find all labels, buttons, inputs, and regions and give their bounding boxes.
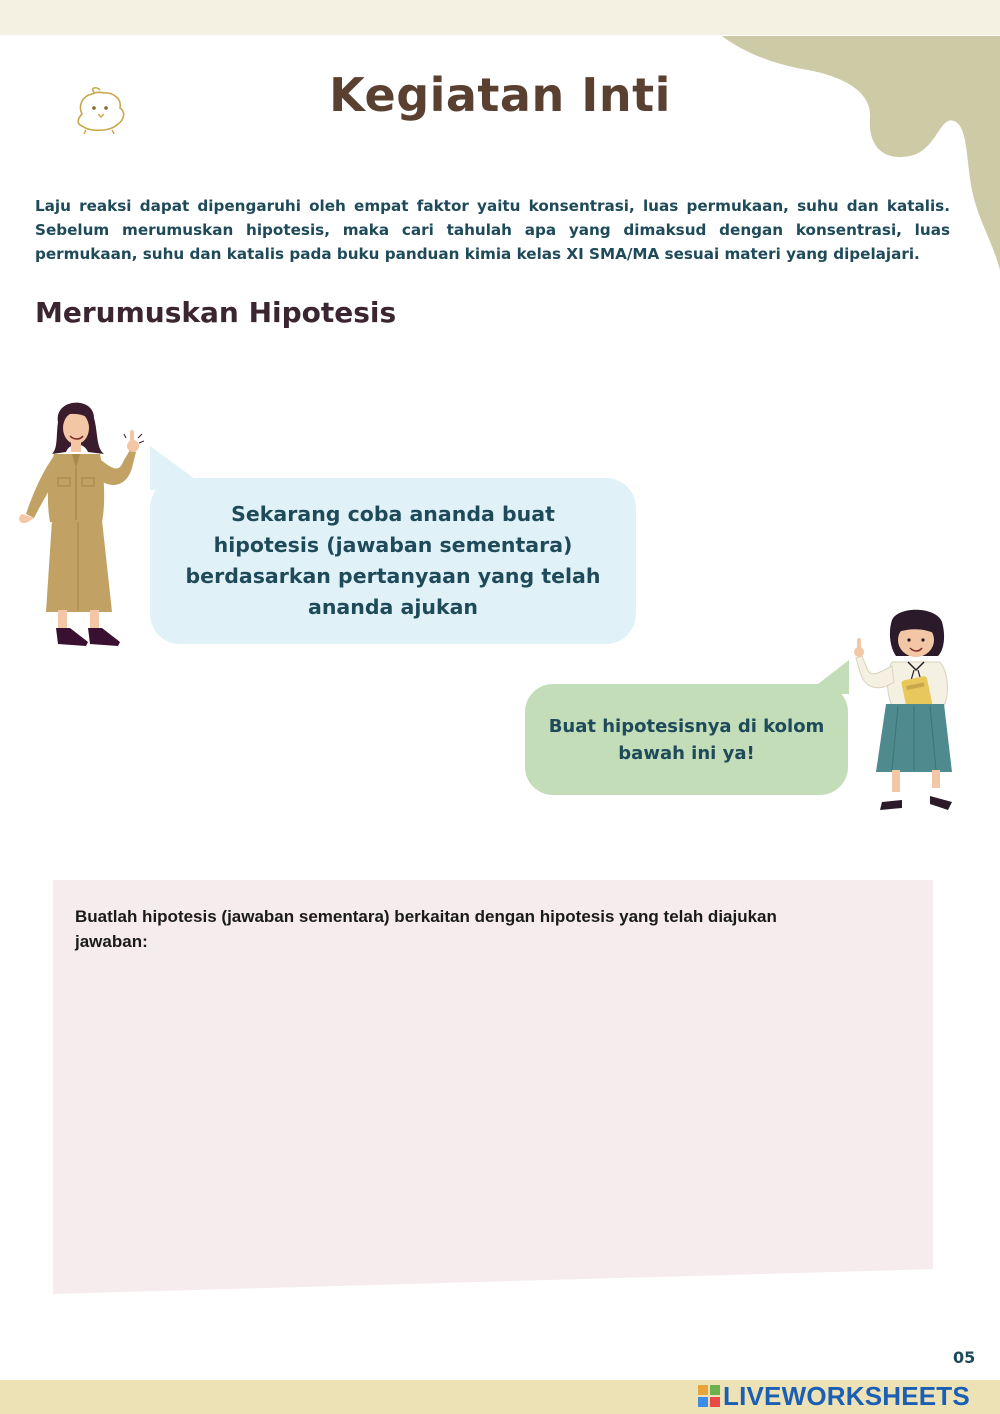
- teacher-speech-bubble: Sekarang coba ananda buat hipotesis (jawaban sementara) berdasarkan pertanyaan yang telah ananda ajukan: [150, 478, 636, 644]
- page-title: Kegiatan Inti: [329, 68, 671, 122]
- answer-label: jawaban:: [75, 932, 148, 951]
- liveworksheets-logo-icon: [698, 1385, 720, 1407]
- brand-name: LIVEWORKSHEETS: [723, 1380, 970, 1411]
- student-illustration: [852, 606, 956, 816]
- brand-logo[interactable]: [698, 1381, 970, 1411]
- page-number: 05: [953, 1348, 976, 1367]
- student-speech-bubble: Buat hipotesisnya di kolom bawah ini ya!: [525, 684, 848, 795]
- answer-prompt: [75, 904, 905, 954]
- intro-paragraph: Laju reaksi dapat dipengaruhi oleh empat faktor yaitu konsentrasi, luas permukaan, suhu dan katalis. Sebelum merumuskan hipotesis, maka cari tahulah apa yang dimaksud dengan konsentrasi, luas permukaan, suhu dan katalis pada buku panduan kimia kelas XI SMA/MA sesuai materi yang dipelajari.: [35, 197, 950, 263]
- answer-prompt-line: Buatlah hipotesis (jawaban sementara) berkaitan dengan hipotesis yang telah diajukan: [75, 907, 777, 926]
- teacher-illustration: [14, 392, 144, 650]
- section-heading: Merumuskan Hipotesis: [35, 296, 397, 329]
